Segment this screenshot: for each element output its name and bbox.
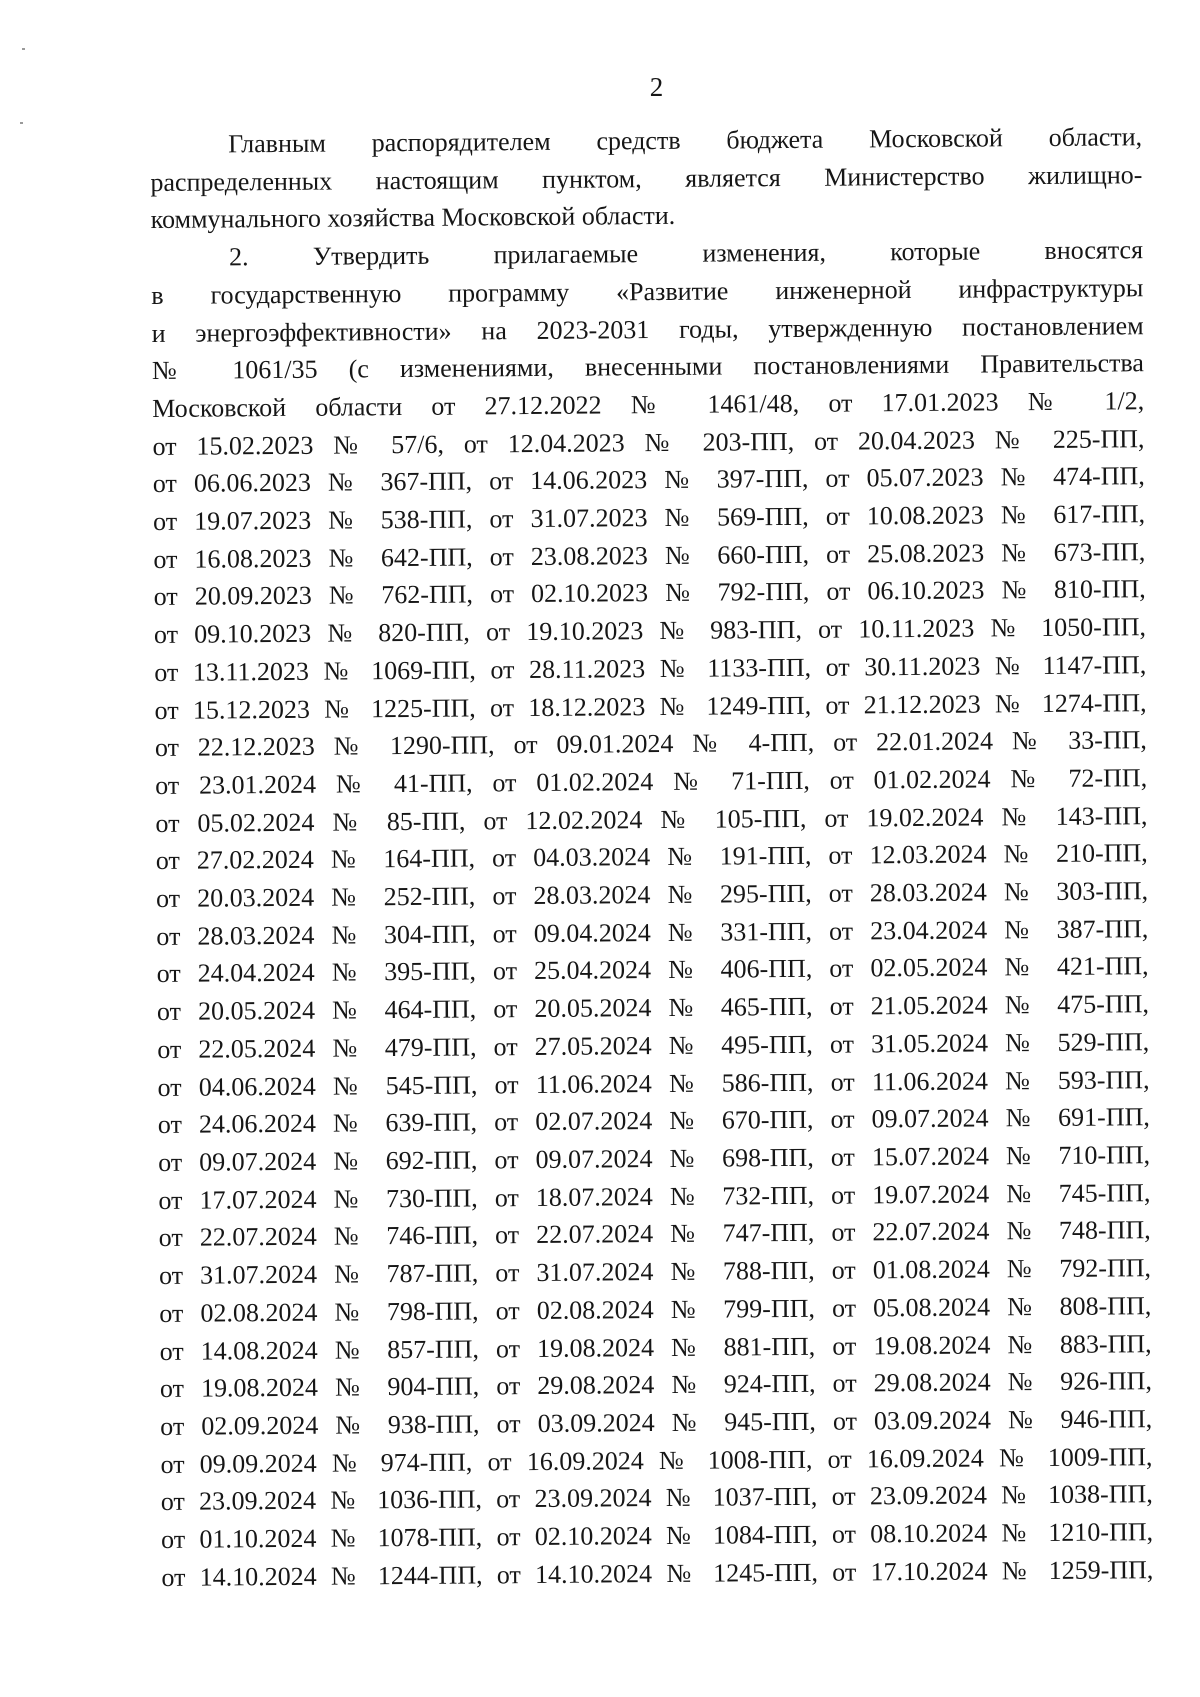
- paragraph2-line: и энергоэффективности» на 2023-2031 годы, утвержденную постановлением: [151, 310, 1144, 348]
- paragraph2-line: от 05.02.2024 № 85-ПП, от 12.02.2024 № 105-ПП, от 19.02.2024 № 143-ПП,: [155, 800, 1148, 838]
- paragraph-budget-administrator: [150, 118, 1143, 239]
- paragraph2-line: от 24.06.2024 № 639-ПП, от 02.07.2024 № 670-ПП, от 09.07.2024 № 691-ПП,: [157, 1102, 1150, 1140]
- paragraph2-line: от 19.07.2023 № 538-ПП, от 31.07.2023 № 569-ПП, от 10.08.2023 № 617-ПП,: [152, 499, 1146, 537]
- paragraph1-line: Главным распорядителем средств бюджета Московской области,: [228, 122, 1143, 159]
- scan-artifact-mark: [22, 48, 25, 50]
- paragraph2-line: от 20.05.2024 № 464-ПП, от 20.05.2024 № 465-ПП, от 21.05.2024 № 475-ПП,: [156, 989, 1150, 1027]
- paragraph2-line: 2. Утвердить прилагаемые изменения, которые вносятся: [228, 235, 1144, 272]
- paragraph2-line: от 09.07.2024 № 692-ПП, от 09.07.2024 № 698-ПП, от 15.07.2024 № 710-ПП,: [158, 1140, 1151, 1177]
- paragraph2-line: от 20.03.2024 № 252-ПП, от 28.03.2024 № 295-ПП, от 28.03.2024 № 303-ПП,: [155, 876, 1149, 914]
- paragraph-program-amendments: [151, 231, 1154, 1596]
- paragraph1-line: распределенных настоящим пунктом, является Министерство жилищно-: [150, 159, 1143, 197]
- paragraph2-line: от 23.09.2024 № 1036-ПП, от 23.09.2024 № 1037-ПП, от 23.09.2024 № 1038-ПП,: [160, 1479, 1153, 1517]
- paragraph2-line: № 1061/35 (с изменениями, внесенными постановлениями Правительства: [151, 348, 1145, 386]
- paragraph2-line: от 22.12.2023 № 1290-ПП, от 09.01.2024 № 4-ПП, от 22.01.2024 № 33-ПП,: [154, 725, 1147, 763]
- paragraph2-line: от 31.07.2024 № 787-ПП, от 31.07.2024 № 788-ПП, от 01.08.2024 № 792-ПП,: [158, 1253, 1152, 1291]
- paragraph2-line: от 13.11.2023 № 1069-ПП, от 28.11.2023 № 1133-ПП, от 30.11.2023 № 1147-ПП,: [154, 650, 1147, 687]
- paragraph2-line: от 24.04.2024 № 395-ПП, от 25.04.2024 № 406-ПП, от 02.05.2024 № 421-ПП,: [156, 951, 1149, 989]
- paragraph2-line: от 23.01.2024 № 41-ПП, от 01.02.2024 № 71-ПП, от 01.02.2024 № 72-ПП,: [155, 763, 1148, 800]
- paragraph2-line: от 01.10.2024 № 1078-ПП, от 02.10.2024 № 1084-ПП, от 08.10.2024 № 1210-ПП,: [160, 1517, 1154, 1554]
- paragraph2-line: от 28.03.2024 № 304-ПП, от 09.04.2024 № 331-ПП, от 23.04.2024 № 387-ПП,: [156, 913, 1149, 951]
- paragraph2-line: от 19.08.2024 № 904-ПП, от 29.08.2024 № 924-ПП, от 29.08.2024 № 926-ПП,: [159, 1366, 1153, 1404]
- scan-artifact-mark: [20, 122, 23, 124]
- paragraph2-line: от 04.06.2024 № 545-ПП, от 11.06.2024 № 586-ПП, от 11.06.2024 № 593-ПП,: [157, 1064, 1150, 1102]
- paragraph2-line: Московской области от 27.12.2022 № 1461/48, от 17.01.2023 № 1/2,: [152, 386, 1145, 423]
- paragraph2-line: от 09.10.2023 № 820-ПП, от 19.10.2023 № 983-ПП, от 10.11.2023 № 1050-ПП,: [153, 612, 1147, 650]
- paragraph2-line: в государственную программу «Развитие инженерной инфраструктуры: [151, 273, 1144, 310]
- paragraph2-line: от 16.08.2023 № 642-ПП, от 23.08.2023 № 660-ПП, от 25.08.2023 № 673-ПП,: [153, 536, 1146, 574]
- paragraph2-line: от 17.07.2024 № 730-ПП, от 18.07.2024 № 732-ПП, от 19.07.2024 № 745-ПП,: [158, 1177, 1151, 1215]
- paragraph2-line: от 06.06.2023 № 367-ПП, от 14.06.2023 № 397-ПП, от 05.07.2023 № 474-ПП,: [152, 461, 1145, 499]
- paragraph2-line: от 09.09.2024 № 974-ПП, от 16.09.2024 № 1008-ПП, от 16.09.2024 № 1009-ПП,: [160, 1441, 1153, 1479]
- paragraph2-line: от 20.09.2023 № 762-ПП, от 02.10.2023 № 792-ПП, от 06.10.2023 № 810-ПП,: [153, 574, 1146, 612]
- paragraph2-line: от 15.02.2023 № 57/6, от 12.04.2023 № 203-ПП, от 20.04.2023 № 225-ПП,: [152, 423, 1145, 461]
- paragraph2-line: от 02.09.2024 № 938-ПП, от 03.09.2024 № 945-ПП, от 03.09.2024 № 946-ПП,: [160, 1404, 1153, 1441]
- paragraph2-line: от 22.07.2024 № 746-ПП, от 22.07.2024 № 747-ПП, от 22.07.2024 № 748-ПП,: [158, 1215, 1151, 1253]
- paragraph2-line: от 02.08.2024 № 798-ПП, от 02.08.2024 № 799-ПП, от 05.08.2024 № 808-ПП,: [159, 1290, 1152, 1328]
- paragraph2-line: от 27.02.2024 № 164-ПП, от 04.03.2024 № 191-ПП, от 12.03.2024 № 210-ПП,: [155, 838, 1148, 876]
- paragraph2-line: от 14.10.2024 № 1244-ПП, от 14.10.2024 № 1245-ПП, от 17.10.2024 № 1259-ПП,: [161, 1554, 1154, 1592]
- page-number: 2: [649, 72, 664, 102]
- document-body: [150, 118, 1154, 1596]
- paragraph1-line: коммунального хозяйства Московской области.: [150, 201, 676, 235]
- paragraph2-line: от 22.05.2024 № 479-ПП, от 27.05.2024 № 495-ПП, от 31.05.2024 № 529-ПП,: [157, 1027, 1150, 1064]
- paragraph2-line: от 14.08.2024 № 857-ПП, от 19.08.2024 № 881-ПП, от 19.08.2024 № 883-ПП,: [159, 1328, 1152, 1366]
- paragraph2-line: от 15.12.2023 № 1225-ПП, от 18.12.2023 № 1249-ПП, от 21.12.2023 № 1274-ПП,: [154, 687, 1147, 725]
